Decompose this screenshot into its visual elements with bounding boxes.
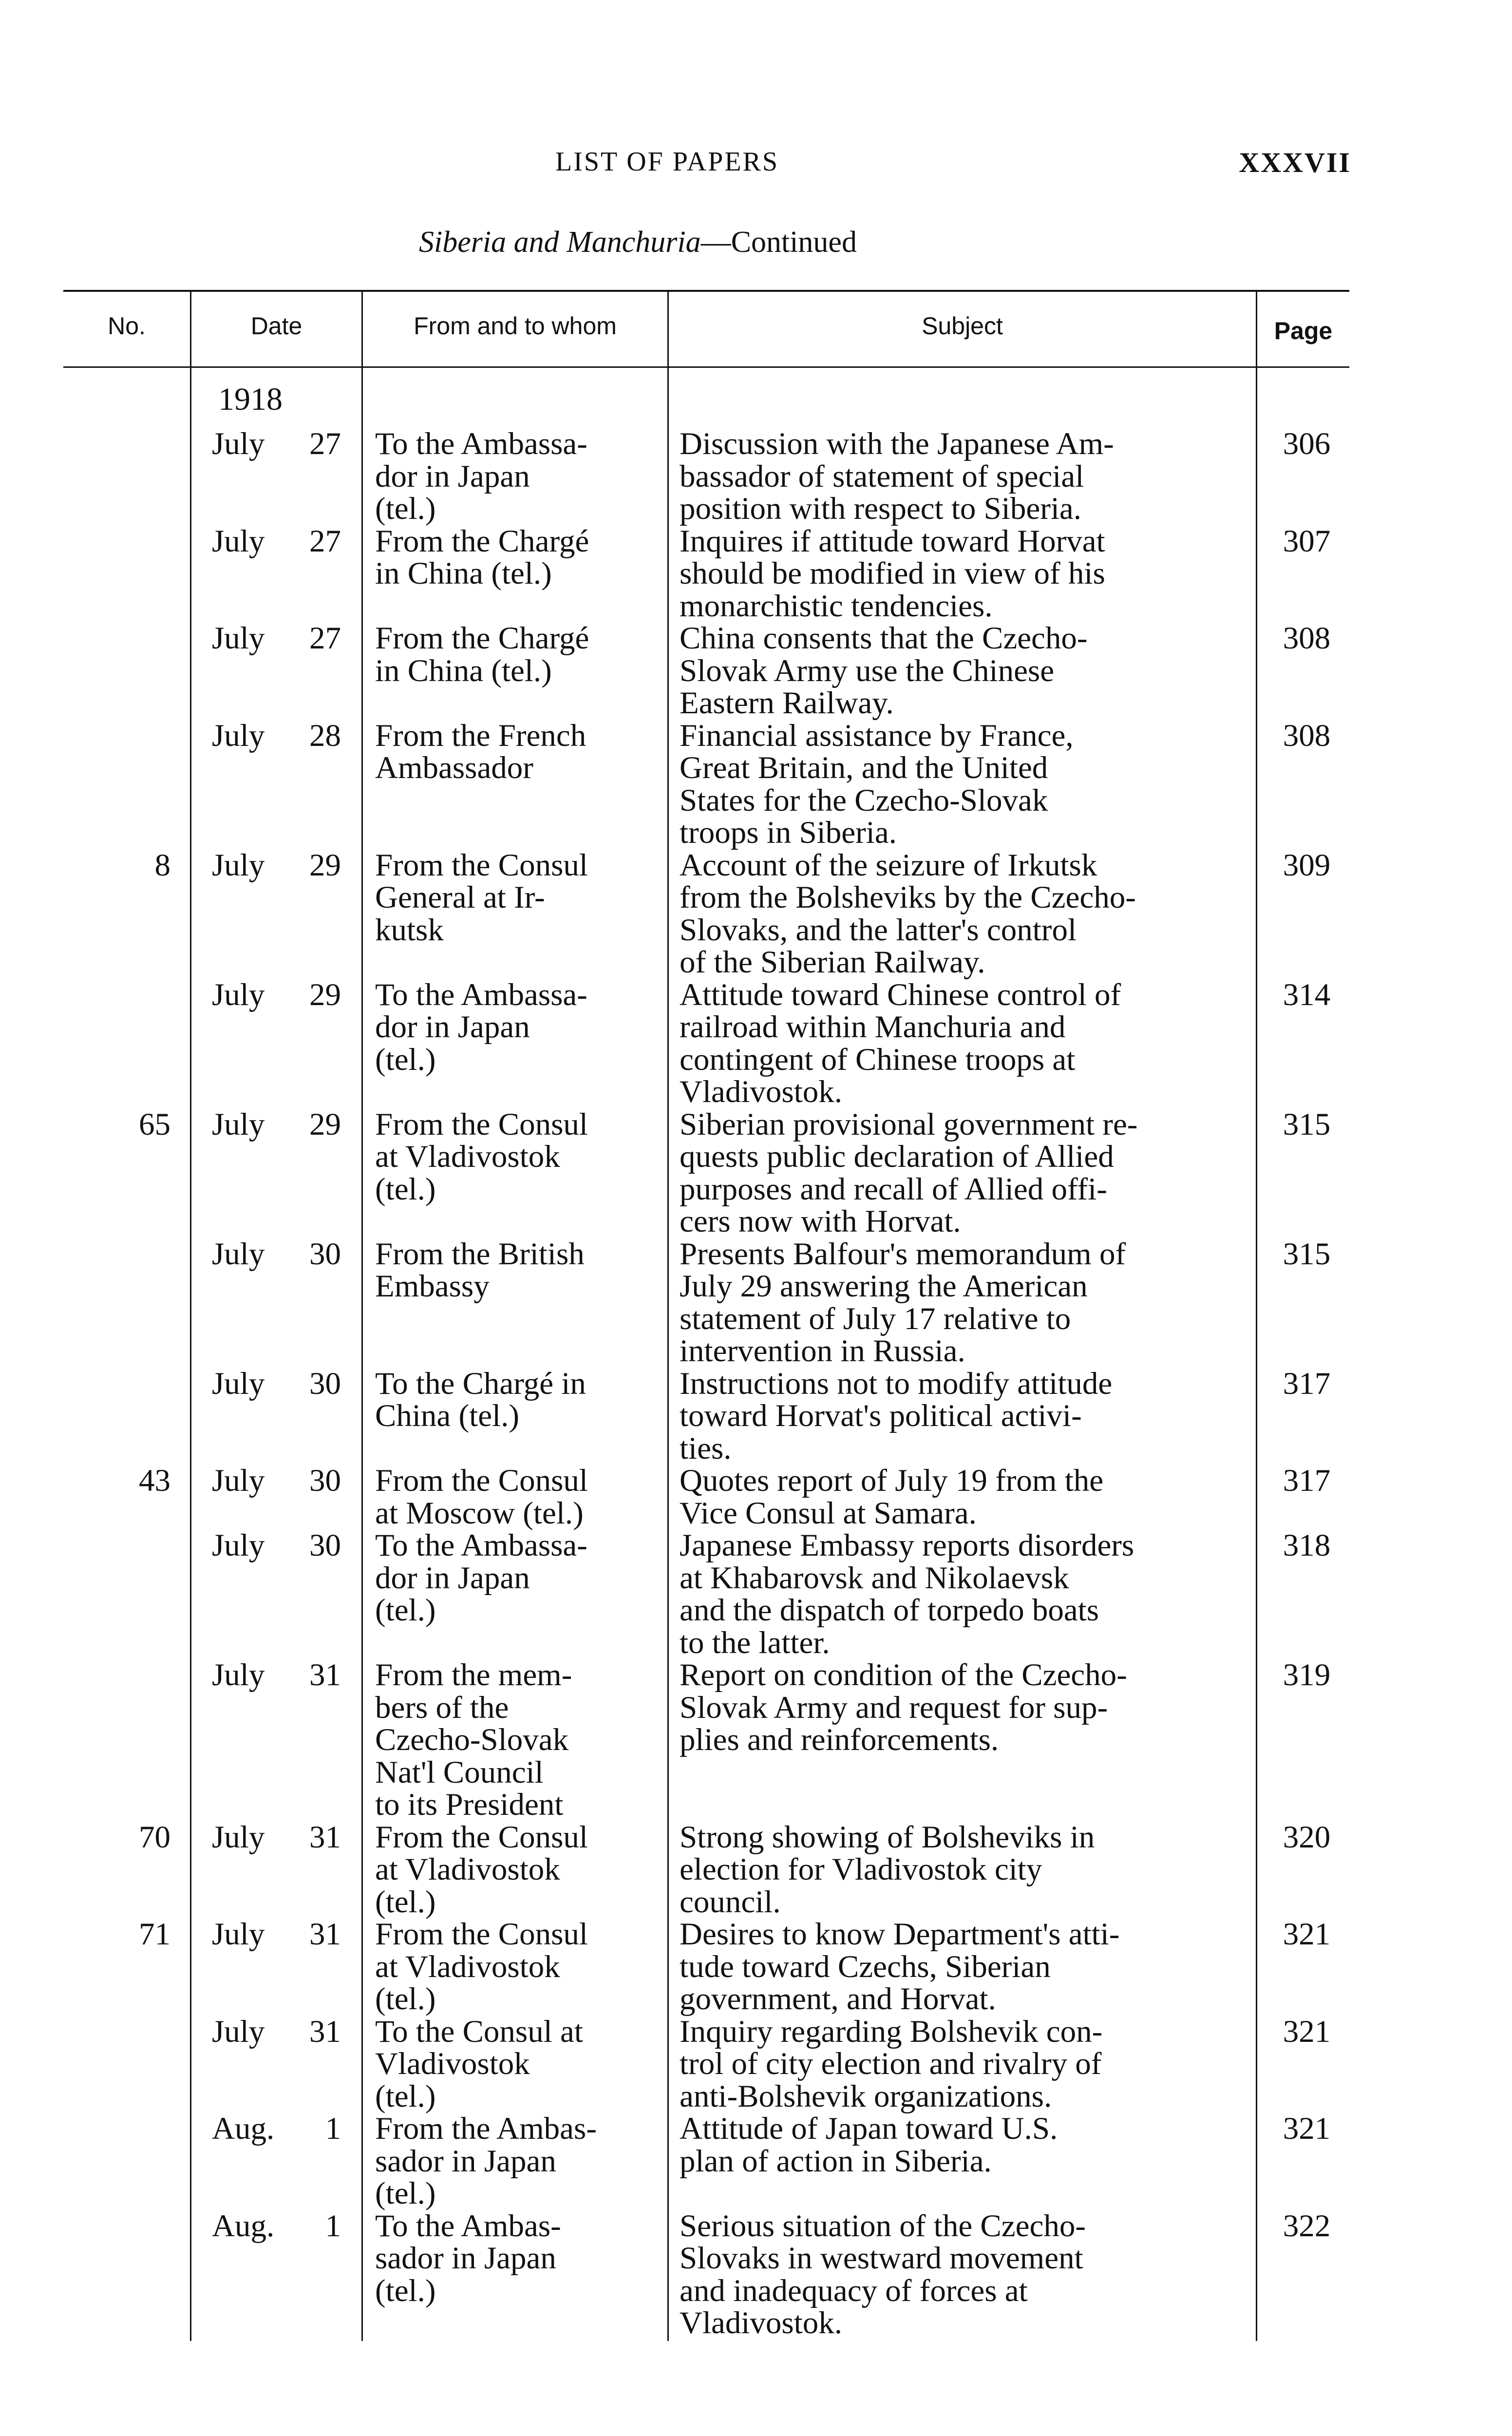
entry-from-to: [375, 849, 658, 947]
year-label: 1918: [218, 381, 283, 417]
subject-line: Presents Balfour's memorandum of: [680, 1236, 1126, 1272]
entry-page: 317: [1283, 1366, 1331, 1401]
entry-from-to: [375, 1659, 658, 1821]
entry-subject: [680, 1108, 1299, 1238]
subject-line: Attitude toward Chinese control of: [680, 977, 1121, 1012]
subject-line: Slovak Army and request for sup-: [680, 1690, 1108, 1725]
section-title-italic: Siberia and Manchuria: [419, 226, 701, 259]
entry-day: 27: [309, 621, 341, 656]
entry-page: 317: [1283, 1463, 1331, 1498]
entry-month: July: [212, 1106, 265, 1142]
subject-line: should be modified in view of his: [680, 556, 1105, 591]
entry-day: 27: [309, 523, 341, 559]
subject-line: Slovak Army use the Chinese: [680, 653, 1055, 688]
subject-line: toward Horvat's political activi-: [680, 1398, 1082, 1433]
table-row: [63, 1465, 1349, 1529]
entry-day: 29: [309, 977, 341, 1012]
entry-page: 309: [1283, 847, 1331, 883]
from-line: From the Consul: [375, 847, 588, 883]
subject-line: anti-Bolshevik organizations.: [680, 2078, 1052, 2114]
from-line: (tel.): [375, 2273, 436, 2308]
entry-subject: [680, 1918, 1299, 2016]
table-row: [63, 2112, 1349, 2210]
column-header-from: From and to whom: [414, 312, 617, 340]
table-row: [63, 622, 1349, 720]
entry-page: 321: [1283, 2014, 1331, 2049]
entry-subject: [680, 525, 1299, 623]
from-line: sador in Japan: [375, 2143, 556, 2179]
entry-page: 306: [1283, 426, 1331, 461]
subject-line: Slovaks in westward movement: [680, 2241, 1083, 2276]
from-line: From the Chargé: [375, 523, 589, 559]
subject-line: contingent of Chinese troops at: [680, 1042, 1076, 1077]
entry-day: 31: [309, 1657, 341, 1693]
table-row: [63, 849, 1349, 979]
entry-day: 1: [325, 2111, 341, 2146]
entry-page: 315: [1283, 1236, 1331, 1272]
subject-line: of the Siberian Railway.: [680, 945, 985, 980]
from-line: to its President: [375, 1787, 564, 1822]
table-body: [63, 428, 1349, 2340]
subject-line: Financial assistance by France,: [680, 718, 1074, 753]
subject-line: railroad within Manchuria and: [680, 1009, 1066, 1045]
from-line: (tel.): [375, 1042, 436, 1077]
subject-line: and the dispatch of torpedo boats: [680, 1593, 1099, 1628]
subject-line: ties.: [680, 1430, 732, 1466]
from-line: From the Consul: [375, 1106, 588, 1142]
entry-from-to: [375, 1108, 658, 1206]
from-line: From the Ambas-: [375, 2111, 597, 2146]
subject-line: trol of city election and rivalry of: [680, 2046, 1102, 2081]
column-header-date: Date: [250, 312, 302, 340]
entry-month: July: [212, 426, 265, 461]
entry-from-to: [375, 2112, 658, 2210]
entry-subject: [680, 428, 1299, 525]
entry-month: July: [212, 1463, 265, 1498]
entry-subject: [680, 1238, 1299, 1368]
entry-number: 71: [139, 1917, 170, 1952]
from-line: in China (tel.): [375, 556, 552, 591]
subject-line: from the Bolsheviks by the Czecho-: [680, 880, 1136, 915]
table-row: [63, 1821, 1349, 1919]
entry-page: 320: [1283, 1819, 1331, 1855]
table-row: [63, 2210, 1349, 2340]
entry-day: 30: [309, 1528, 341, 1563]
entry-number: 43: [139, 1463, 170, 1498]
entry-from-to: [375, 1368, 658, 1432]
from-line: Nat'l Council: [375, 1754, 544, 1790]
subject-line: Great Britain, and the United: [680, 750, 1048, 785]
from-line: From the mem-: [375, 1657, 572, 1693]
subject-line: to the latter.: [680, 1625, 830, 1660]
entry-month: July: [212, 2014, 265, 2049]
subject-line: plan of action in Siberia.: [680, 2143, 992, 2179]
entry-day: 30: [309, 1463, 341, 1498]
subject-line: election for Vladivostok city: [680, 1852, 1042, 1887]
entry-month: July: [212, 1917, 265, 1952]
from-line: (tel.): [375, 2176, 436, 2211]
entry-month: July: [212, 977, 265, 1012]
column-header-page: Page: [1274, 317, 1333, 344]
subject-line: Discussion with the Japanese Am-: [680, 426, 1114, 461]
subject-line: and inadequacy of forces at: [680, 2273, 1028, 2308]
from-line: at Moscow (tel.): [375, 1495, 584, 1531]
subject-line: Inquiry regarding Bolshevik con-: [680, 2014, 1103, 2049]
from-line: From the Consul: [375, 1819, 588, 1855]
from-line: Czecho-Slovak: [375, 1722, 569, 1757]
entry-subject: [680, 1529, 1299, 1659]
subject-line: Inquires if attitude toward Horvat: [680, 523, 1105, 559]
subject-line: government, and Horvat.: [680, 1981, 996, 2017]
subject-line: statement of July 17 relative to: [680, 1301, 1071, 1336]
entry-from-to: [375, 1529, 658, 1627]
entry-page: 322: [1283, 2208, 1331, 2244]
table-row: [63, 1368, 1349, 1465]
entry-month: July: [212, 1528, 265, 1563]
table-top-rule: [63, 290, 1349, 292]
subject-line: purposes and recall of Allied offi-: [680, 1171, 1107, 1207]
subject-line: Quotes report of July 19 from the: [680, 1463, 1104, 1498]
subject-line: Instructions not to modify attitude: [680, 1366, 1113, 1401]
entry-page: 315: [1283, 1106, 1331, 1142]
from-line: China (tel.): [375, 1398, 520, 1433]
from-line: To the Ambas-: [375, 2208, 561, 2244]
entry-from-to: [375, 1465, 658, 1529]
entry-subject: [680, 1368, 1299, 1465]
entry-day: 31: [309, 1917, 341, 1952]
entry-day: 27: [309, 426, 341, 461]
from-line: at Vladivostok: [375, 1949, 560, 1984]
table-row: [63, 1918, 1349, 2016]
subject-line: Strong showing of Bolsheviks in: [680, 1819, 1095, 1855]
table-row: [63, 525, 1349, 623]
entry-day: 31: [309, 2014, 341, 2049]
from-line: dor in Japan: [375, 1560, 530, 1596]
from-line: bers of the: [375, 1690, 509, 1725]
from-line: (tel.): [375, 1171, 436, 1207]
entry-month: Aug.: [212, 2111, 275, 2146]
subject-line: Serious situation of the Czecho-: [680, 2208, 1086, 2244]
from-line: From the British: [375, 1236, 585, 1272]
subject-line: council.: [680, 1884, 781, 1920]
entry-page: 308: [1283, 621, 1331, 656]
entry-page: 318: [1283, 1528, 1331, 1563]
entry-day: 30: [309, 1236, 341, 1272]
entry-from-to: [375, 2210, 658, 2307]
subject-line: Vladivostok.: [680, 2305, 843, 2341]
subject-line: plies and reinforcements.: [680, 1722, 999, 1757]
from-line: (tel.): [375, 1884, 436, 1920]
entry-page: 308: [1283, 718, 1331, 753]
entry-page: 321: [1283, 1917, 1331, 1952]
subject-line: intervention in Russia.: [680, 1333, 965, 1369]
from-line: From the Consul: [375, 1917, 588, 1952]
subject-line: Vladivostok.: [680, 1074, 843, 1109]
entry-day: 30: [309, 1366, 341, 1401]
subject-line: monarchistic tendencies.: [680, 588, 993, 624]
subject-line: Siberian provisional government re-: [680, 1106, 1138, 1142]
entry-month: July: [212, 847, 265, 883]
entry-subject: [680, 849, 1299, 979]
from-line: (tel.): [375, 1981, 436, 2017]
from-line: (tel.): [375, 1593, 436, 1628]
entry-from-to: [375, 1238, 658, 1303]
from-line: To the Chargé in: [375, 1366, 586, 1401]
subject-line: cers now with Horvat.: [680, 1204, 961, 1239]
subject-line: Report on condition of the Czecho-: [680, 1657, 1127, 1693]
from-line: (tel.): [375, 2078, 436, 2114]
column-header-no: No.: [108, 312, 146, 340]
table-header-rule: [63, 366, 1349, 368]
column-header-subject: Subject: [922, 312, 1003, 340]
entry-from-to: [375, 720, 658, 784]
entry-page: 321: [1283, 2111, 1331, 2146]
from-line: From the Consul: [375, 1463, 588, 1498]
entry-month: July: [212, 621, 265, 656]
entry-subject: [680, 1821, 1299, 1919]
page-number: XXXVII: [1239, 147, 1351, 178]
entry-from-to: [375, 428, 658, 525]
subject-line: July 29 answering the American: [680, 1269, 1088, 1304]
from-line: at Vladivostok: [375, 1852, 560, 1887]
table-row: [63, 1529, 1349, 1659]
subject-line: Slovaks, and the latter's control: [680, 912, 1077, 948]
table-row: [63, 1238, 1349, 1368]
entry-from-to: [375, 525, 658, 590]
subject-line: troops in Siberia.: [680, 815, 897, 850]
subject-line: Account of the seizure of Irkutsk: [680, 847, 1097, 883]
entry-from-to: [375, 2016, 658, 2113]
subject-line: bassador of statement of special: [680, 458, 1084, 494]
entry-subject: [680, 979, 1299, 1108]
subject-line: Eastern Railway.: [680, 685, 894, 721]
from-line: To the Ambassa-: [375, 426, 587, 461]
from-line: (tel.): [375, 491, 436, 526]
entry-month: July: [212, 1657, 265, 1693]
from-line: Embassy: [375, 1269, 490, 1304]
from-line: To the Ambassa-: [375, 1528, 587, 1563]
subject-line: China consents that the Czecho-: [680, 621, 1088, 656]
entry-from-to: [375, 1821, 658, 1919]
subject-line: tude toward Czechs, Siberian: [680, 1949, 1051, 1984]
from-line: To the Ambassa-: [375, 977, 587, 1012]
from-line: General at Ir-: [375, 880, 545, 915]
subject-line: Japanese Embassy reports disorders: [680, 1528, 1134, 1563]
entry-number: 65: [139, 1106, 170, 1142]
entry-day: 29: [309, 1106, 341, 1142]
from-line: in China (tel.): [375, 653, 552, 688]
entry-from-to: [375, 979, 658, 1076]
subject-line: Desires to know Department's atti-: [680, 1917, 1120, 1952]
entry-subject: [680, 1465, 1299, 1529]
entry-number: 70: [139, 1819, 170, 1855]
entry-month: July: [212, 1366, 265, 1401]
subject-line: position with respect to Siberia.: [680, 491, 1082, 526]
entry-day: 31: [309, 1819, 341, 1855]
from-line: dor in Japan: [375, 458, 530, 494]
table-row: [63, 1108, 1349, 1238]
from-line: From the Chargé: [375, 621, 589, 656]
entry-subject: [680, 720, 1299, 849]
entry-day: 1: [325, 2208, 341, 2244]
entry-page: 319: [1283, 1657, 1331, 1693]
section-title-suffix: —Continued: [700, 226, 857, 259]
entry-subject: [680, 2112, 1299, 2177]
from-line: Vladivostok: [375, 2046, 530, 2081]
from-line: From the French: [375, 718, 586, 753]
subject-line: quests public declaration of Allied: [680, 1139, 1114, 1174]
entry-month: July: [212, 718, 265, 753]
subject-line: at Khabarovsk and Nikolaevsk: [680, 1560, 1069, 1596]
entry-page: 314: [1283, 977, 1331, 1012]
entry-day: 29: [309, 847, 341, 883]
entry-from-to: [375, 1918, 658, 2016]
from-line: To the Consul at: [375, 2014, 583, 2049]
subject-line: Attitude of Japan toward U.S.: [680, 2111, 1058, 2146]
entry-subject: [680, 2210, 1299, 2340]
entry-subject: [680, 2016, 1299, 2113]
from-line: kutsk: [375, 912, 444, 948]
from-line: sador in Japan: [375, 2241, 556, 2276]
entry-month: Aug.: [212, 2208, 275, 2244]
table-row: [63, 720, 1349, 849]
section-title: [419, 225, 857, 260]
entry-number: 8: [154, 847, 170, 883]
table-row: [63, 428, 1349, 525]
from-line: dor in Japan: [375, 1009, 530, 1045]
table-row: [63, 979, 1349, 1108]
from-line: at Vladivostok: [375, 1139, 560, 1174]
entry-month: July: [212, 523, 265, 559]
subject-line: States for the Czecho-Slovak: [680, 782, 1048, 818]
entry-subject: [680, 1659, 1299, 1756]
subject-line: Vice Consul at Samara.: [680, 1495, 977, 1531]
running-title: LIST OF PAPERS: [555, 147, 779, 177]
from-line: Ambassador: [375, 750, 533, 785]
entry-subject: [680, 622, 1299, 720]
table-row: [63, 2016, 1349, 2113]
table-row: [63, 1659, 1349, 1821]
entry-month: July: [212, 1236, 265, 1272]
entry-from-to: [375, 622, 658, 687]
entry-day: 28: [309, 718, 341, 753]
entry-month: July: [212, 1819, 265, 1855]
entry-page: 307: [1283, 523, 1331, 559]
